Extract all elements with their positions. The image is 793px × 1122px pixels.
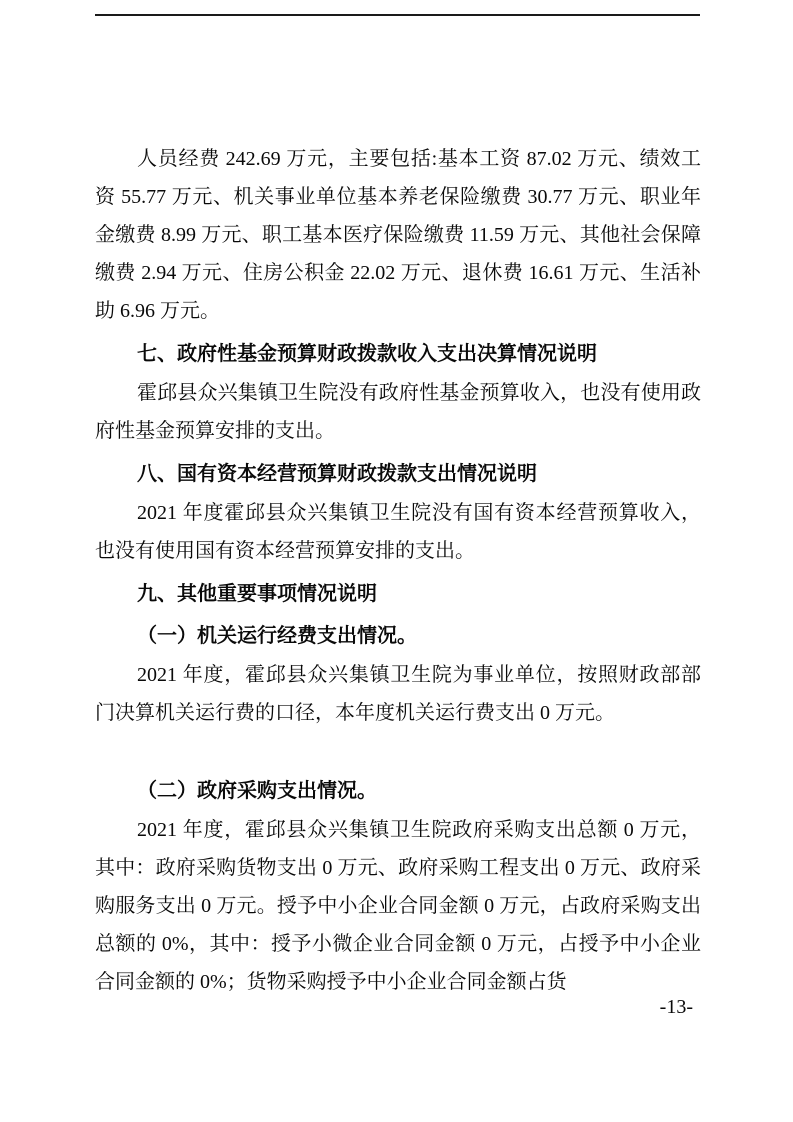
document-body (95, 140, 701, 1001)
paragraph-government-procurement: 2021 年度，霍邱县众兴集镇卫生院政府采购支出总额 0 万元，其中：政府采购货物支出 0 万元、政府采购工程支出 0 万元、政府采购服务支出 0 万元。授予中小企业合同金额 0 万元，占政府采购支出总额的 0%，其中：授予小微企业合同金额 0 万元，占授予中小企业合同金额的 0%；货物采购授予中小企业合同金额占货 (95, 819, 701, 993)
section-heading-7: 七、政府性基金预算财政拨款收入支出决算情况说明 (137, 343, 597, 365)
paragraph-personnel-expenses: 人员经费 242.69 万元，主要包括:基本工资 87.02 万元、绩效工资 55.77 万元、机关事业单位基本养老保险缴费 30.77 万元、职业年金缴费 8.99 万元、职工基本医疗保险缴费 11.59 万元、其他社会保障缴费 2.94 万元、住房公积金 22.02 万元、退休费 16.61 万元、生活补助 6.96 万元。 (95, 148, 701, 322)
section-heading-9: 九、其他重要事项情况说明 (137, 583, 377, 605)
section-heading-8: 八、国有资本经营预算财政拨款支出情况说明 (137, 463, 537, 485)
page-number: -13- (659, 996, 693, 1018)
paragraph-operating-expenses: 2021 年度，霍邱县众兴集镇卫生院为事业单位，按照财政部部门决算机关运行费的口径，本年度机关运行费支出 0 万元。 (95, 664, 701, 724)
header-rule (95, 14, 700, 16)
paragraph-state-capital-budget: 2021 年度霍邱县众兴集镇卫生院没有国有资本经营预算收入，也没有使用国有资本经营预算安排的支出。 (95, 502, 701, 562)
subsection-heading-9-1: （一）机关运行经费支出情况。 (137, 625, 417, 647)
subsection-heading-9-2: （二）政府采购支出情况。 (137, 780, 377, 802)
paragraph-government-fund-budget: 霍邱县众兴集镇卫生院没有政府性基金预算收入，也没有使用政府性基金预算安排的支出。 (95, 382, 701, 442)
